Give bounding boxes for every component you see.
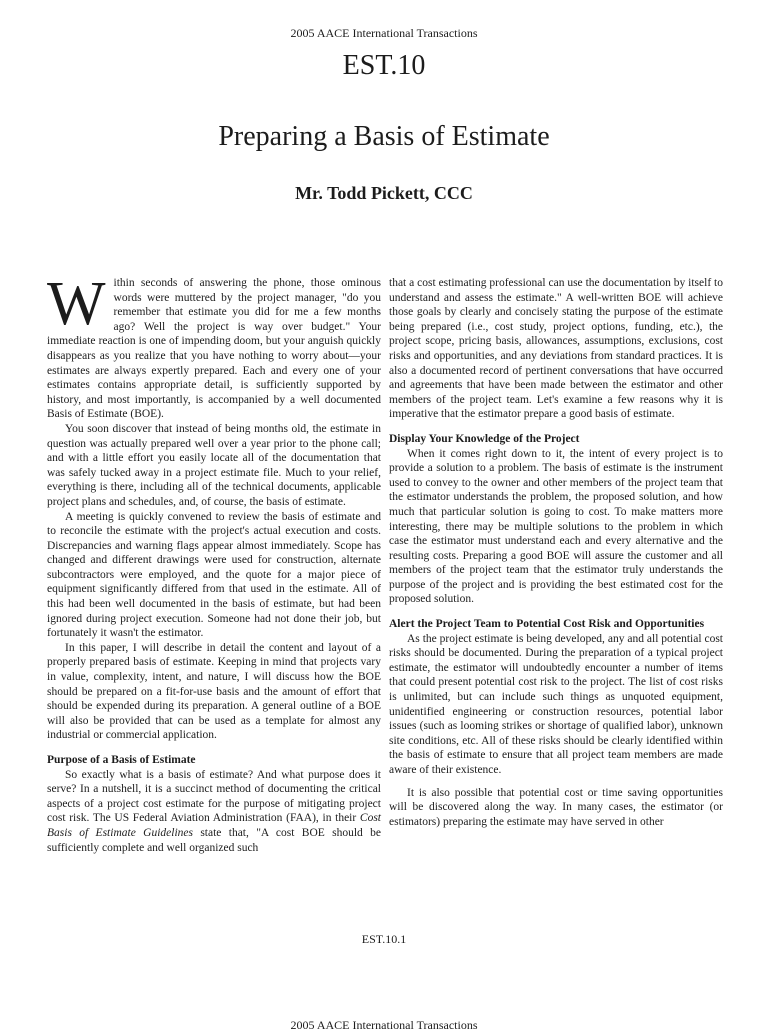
page-number: EST.10.1	[361, 932, 407, 946]
body-paragraph-8: As the project estimate is being developed, any and all potential cost risks should be documented. During the preparation of a typical project estimate, the estimator will undoubtedly encounter a number of items that could present potential cost risk to the project. The list of cost risks is unlimited, but can include such things as unquoted equipment, unidentified engineering or construction resources, potential labor issues (such as looming strikes or shortage of qualified labor), unknown site conditions, etc. All of these risks should be clearly identified within the basis of estimate to ensure that all project team members are made aware of their existence.	[389, 632, 723, 776]
paper-title: Preparing a Basis of Estimate	[218, 121, 550, 152]
body-paragraph-4: In this paper, I will describe in detail the content and layout of a properly prepared basis of estimate. Keeping in mind that projects vary in value, complexity, intent, and nature, I will discuss how the BOE should be prepared on a fit-for-use basis and the amount of effort that should be expended during its preparation. A general outline of a BOE will also be provided that can be used as a template for almost any industrial or commercial application.	[47, 641, 381, 742]
body-paragraph-7: When it comes right down to it, the intent of every project is to provide a solution to a problem. The basis of estimate is the instrument used to convey to the owner and other members of the project team that the estimator understands the problem, the proposed solution, and how much that particular solution is going to cost. To make matters more interesting, there may be multiple solutions to the problem in which case the estimator must understand each and every alternative and the resulting costs. Preparing a good BOE will assure the customer and all members of the project team that the estimator truly understands the purpose of the project and is providing the best estimated cost for the proposed solution.	[389, 447, 723, 606]
section-heading-knowledge: Display Your Knowledge of the Project	[389, 432, 580, 445]
cited-title: Cost Basis of Estimate Guidelines	[47, 812, 381, 839]
p5-text-b: state that, "A cost BOE should be sufficiently complete and well organized such	[47, 826, 382, 854]
section-heading-purpose: Purpose of a Basis of Estimate	[47, 754, 196, 766]
body-paragraph-9: It is also possible that potential cost or time saving opportunities will be discovered along the way. In many cases, the estimator (or estimators) preparing the estimate may have served in other	[389, 786, 723, 828]
drop-cap: W	[47, 270, 106, 338]
p5-text-a: So exactly what is a basis of estimate? And what purpose does it serve? In a nutshell, it is a succinct method of documenting the critical aspects of a project cost estimate for the purpose of mitigating project cost risk. The US Federal Aviation Administration (FAA), in their	[47, 768, 381, 825]
right-column	[389, 276, 723, 829]
paper-code: EST.10	[342, 50, 426, 81]
body-paragraph-5	[47, 768, 381, 856]
running-header: 2005 AACE International Transactions	[290, 26, 478, 40]
body-paragraph-6: that a cost estimating professional can use the documentation by itself to understand and assess the estimate." A well-written BOE will achieve those goals by clearly and concisely stating the purpose of the estimate being prepared (i.e., cost study, project options, funding, etc.), the project scope, pricing basis, allowances, assumptions, exclusions, cost risks and opportunities, and any deviations from standard practices. It is also a documented record of pertinent conversations that have occurred and agreements that have been made between the estimator and other members of the project team. Let's examine a few reasons why it is imperative that the estimator prepare a good basis of estimate.	[389, 277, 723, 421]
body-paragraph-2: You soon discover that instead of being months old, the estimate in question was actually prepared well over a year prior to the phone call; and with a little effort you easily locate all of the documentation that was safely tucked away in a project estimate file. Much to your relief, everything is there, including all of the technical documents, applicable project plans and schedules, and, of course, the basis of estimate.	[47, 422, 381, 508]
author-line: Mr. Todd Pickett, CCC	[295, 183, 473, 203]
intro-text: ithin seconds of answering the phone, those ominous words were muttered by the project manager, "do you remember that estimate you did for me a few months ago? Well the project is way over budget." Your immediate reaction is one of impending doom, but your anguish quickly disappears as you realize that you have nothing to worry about—your estimates are always expertly prepared. Each and every one of your estimates contains appropriate detail, is sufficiently supported by history, and most importantly, is accompanied by a well documented Basis of Estimate (BOE).	[47, 277, 381, 421]
section-heading-risk: Alert the Project Team to Potential Cost Risk and Opportunities	[389, 618, 705, 631]
left-column	[47, 270, 382, 855]
paragraph-gap	[389, 778, 723, 786]
body-paragraph-3: A meeting is quickly convened to review the basis of estimate and to reconcile the estimate with the project's actual execution and costs. Discrepancies and warning flags appear almost immediately. Scope has changed and different drawings were used for construction, alternate subcontractors were employed, and the quote for a major piece of equipment significantly differed from that used in the estimate. All of this had been well documented in the basis of estimate, but had been ignored during project execution. Someone had not done their job, but fortunately it wasn't the estimator.	[47, 510, 381, 640]
intro-paragraph	[47, 270, 381, 422]
running-footer: 2005 AACE International Transactions	[290, 1018, 478, 1032]
